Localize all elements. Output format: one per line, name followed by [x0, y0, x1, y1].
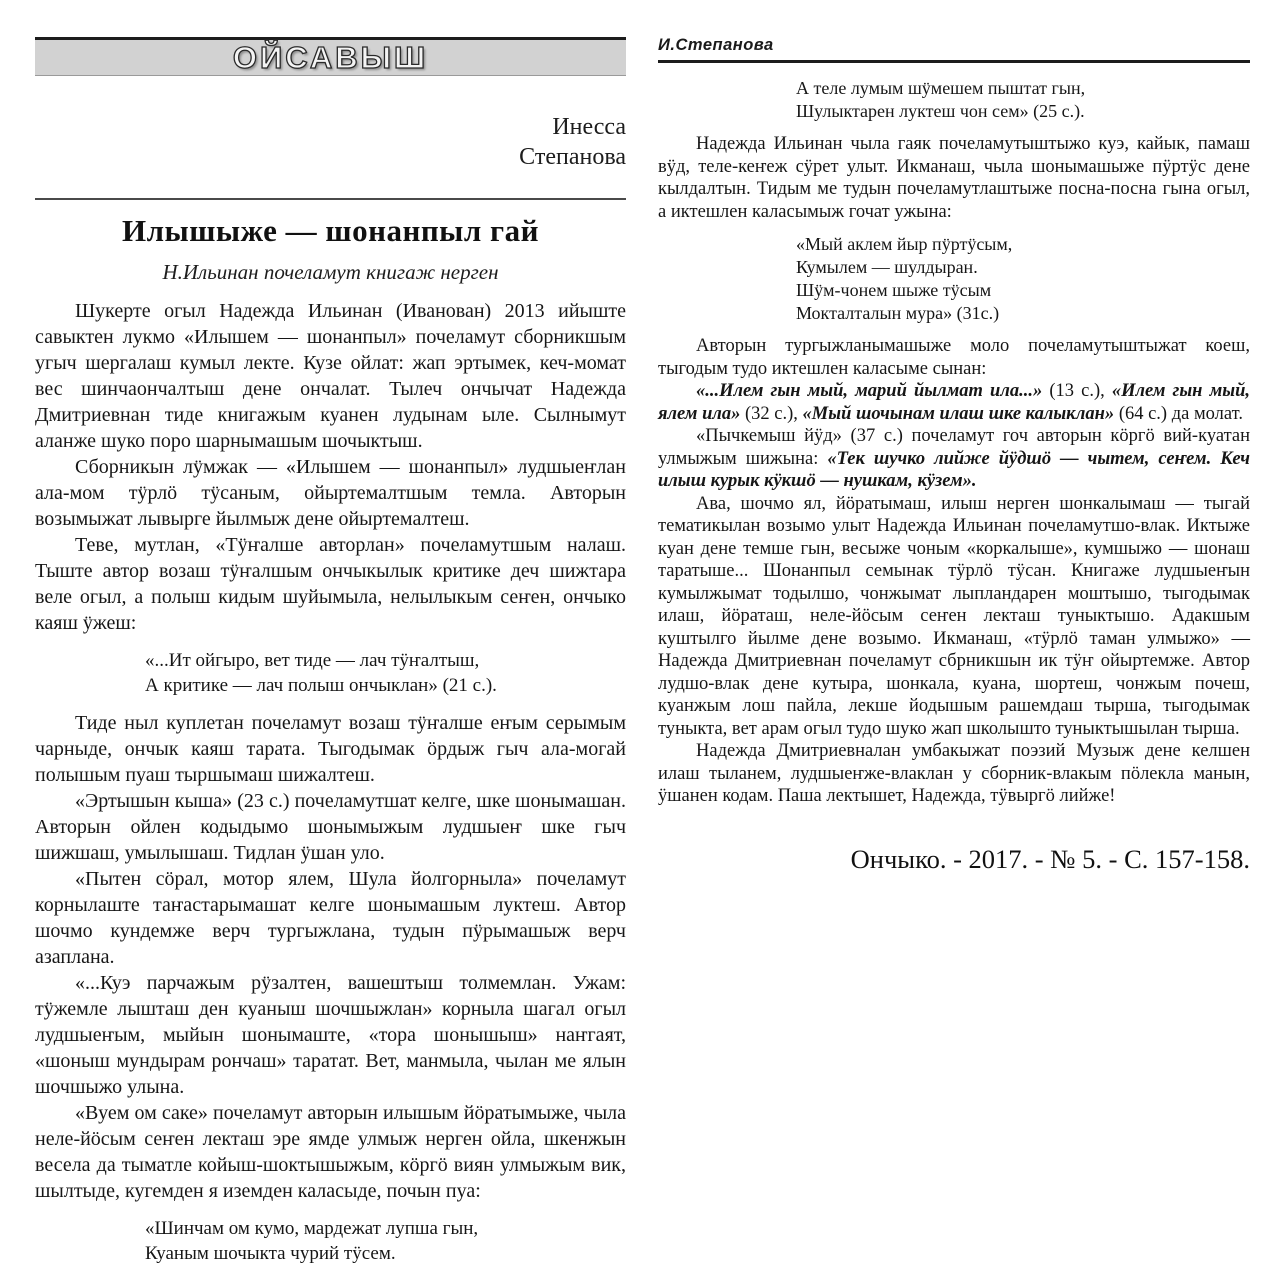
verse-line: «Мый аклем йыр пӱртӱсым, [796, 234, 1013, 254]
left-column-body [35, 298, 626, 1266]
source-citation: Ончыко. - 2017. - № 5. - С. 157-158. [850, 843, 1250, 874]
verse-quote-block [145, 1216, 626, 1266]
paragraph-text: «Пычкемыш йӱд» (37 с.) почеламут гоч авторын кӧргӧ вий-куатан улмыжым шижына: [658, 426, 1250, 469]
verse-line: Шулыктарен луктеш чон сем» (25 с.). [796, 101, 1085, 121]
body-paragraph: Шукерте огыл Надежда Ильинан (Иванован) 2013 ийыште савыктен лукмо «Илышем — шонанпыл» почеламут сборникшым угыч шергалаш кумыл лекте. Кузе ойлат: жап эртымек, кеч-момат вес шинчаончалтыш дене ончалат. Тылеч ончычат Надежда Дмитриевнан тиде книгажым куанен лудынам ыле. Сылнымут аланже шуко поро шарнымашым шочыктыш. [35, 300, 626, 452]
section-banner [35, 37, 626, 76]
body-paragraph: «Пытен сӧрал, мотор ялем, Шула йолгорныла» почеламут корнылаште таҥастарымашат келге шонымашым луктеш. Автор шочмо кундемже верч тургыжлана, тудын пӱрымашыж верч азаплана. [35, 868, 626, 968]
body-paragraph: Надежда Ильинан чыла гаяк почеламутыштыжо куэ, кайык, памаш вӱд, теле-кеҥеж сӱрет улыт. Икманаш, чыла шонымашыже пӱртӱс дене кылдалтын. Тидым ме тудын почеламутлаштыже посна-посна гына огыл, а иктешлен каласымыж гочат ужына: [658, 134, 1250, 222]
verse-line: «Шинчам ом кумо, мардежат лупша гын, [145, 1218, 479, 1239]
body-paragraph: Ава, шочмо ял, йӧратымаш, илыш нерген шонкалымаш — тыгай тематикылан возымо улыт Надежда Ильинан почеламутшо-влак. Иктыже куан дене темше гын, весыже чоным «коркалыше», кумшыжо — шонаш таратыше... Шонанпыл семынак тӱрлӧ тӱсан. Книгаже лудшыеҥын кумылжымат тодылшо, чонжымат лыпландарен моштышо, тыгодымак илаш, йӧраташ, неле-йӧсым сеҥен лекташ туныктышо. Адакшым куштылго йылме дене возымо. Икманаш, «тӱрлӧ таман улмыжо» — Надежда Дмитриевнан почеламут сбрникшын ик тӱҥ ойыртемже. Автор лудшо-влак дене кутыра, шонкала, куана, шортеш, чонжым почеш, куанжым лош пайла, лекше йодышым рашемдаш тырша, тыгодымак туныкта, вет арам огыл тудо шуко жап школышто туныктышылан тырша. [658, 493, 1250, 739]
page-ref: (64 с.) да молат. [1114, 403, 1243, 424]
section-banner-label: ОЙСАВЫШ [232, 39, 429, 75]
article-title: Илышыже — шонанпыл гай [122, 213, 539, 248]
verse-line: А критике — лач полыш ончыклан» (21 с.). [145, 675, 497, 696]
running-header [658, 36, 1250, 63]
body-paragraph: Сборникын лӱмжак — «Илышем — шонанпыл» лудшыеҥлан ала-мом тӱрлӧ тӱсаным, ойыртемалтшым темла. Авторын возымыжат лывырге йылмыж дене ойыртемалтеш. [35, 456, 626, 530]
body-paragraph-quoted-titles [658, 380, 1250, 425]
verse-line: Кумылем — шулдыран. [796, 257, 978, 277]
body-paragraph: Тиде ныл куплетан почеламут возаш тӱҥалше еҥым серымым чарныде, ончык каяш тарата. Тыгодымак ӧрдыж гыч ала-могай полышым пуаш тыршымаш шижалтеш. [35, 712, 626, 786]
verse-line: Мокталталын мура» (31с.) [796, 303, 1000, 323]
body-paragraph: Авторын тургыжланымашыже моло почеламутыштыжат коеш, тыгодым тудо иктешлен каласыме сынан: [658, 336, 1250, 379]
quoted-verse-inline: «Тек шучко лийже йӱдшӧ — чытем, сеҥем. Кеч илыш курык кӱкшӧ — нушкам, кӱзем». [658, 448, 1250, 491]
page-ref: (13 с.), [1042, 381, 1112, 401]
byline-divider-rule [35, 198, 626, 200]
verse-line: А теле лумым шӱмешем пыштат гын, [796, 78, 1086, 98]
author-first-name: Инесса [552, 114, 626, 140]
body-paragraph: «...Куэ парчажым рӱзалтен, вашештыш толмемлан. Ужам: тӱжемле лышташ ден куаныш шочшыжлан» корныла шагал огыл лудшыеҥым, мыйын шонымаште, «тора шонышыш» наҥгаят, «шоныш мундырам рончаш» таратат. Вет, манмыла, чылан ме ялын шочшыжо улына. [35, 972, 626, 1098]
body-paragraph-with-quote [658, 425, 1250, 493]
body-paragraph: «Эртышын кыша» (23 с.) почеламутшат келге, шке шонымашан. Авторын ойлен кодыдымо шонымыжым лудшыеҥ шке гыч шижшаш, умылышаш. Тидлан ӱшан уло. [35, 790, 626, 864]
running-header-author: И.Степанова [658, 36, 774, 54]
author-last-name: Степанова [519, 144, 626, 170]
verse-line: «...Ит ойгыро, вет тиде — лач тӱҥалтыш, [145, 650, 480, 671]
author-byline [35, 112, 626, 172]
quoted-title: «Илем гын мый, ялем ила» [658, 381, 1250, 424]
body-paragraph: «Вуем ом саке» почеламут авторын илышым йӧратымыже, чыла неле-йӧсым сеҥен лекташ эре ямде улмыж нерген ойла, шкенжын весела да тыматле койыш-шоктышыжым, кӧргӧ виян улмыжым вик, шылтыде, кугемден я иземден каласыде, почын пуа: [35, 1102, 626, 1202]
right-column-body [658, 77, 1250, 874]
page-ref: (32 с.), [740, 403, 803, 424]
body-paragraph: Теве, мутлан, «Тӱҥалше авторлан» почеламутшым налаш. Тыште автор возаш тӱҥалшым ончыкылык критике деч шижтара веле огыл, а полыш кидым шуйымыла, нелылыкым сеҥен, ончыко каяш ӱжеш: [35, 534, 626, 634]
body-paragraph: Надежда Дмитриевналан умбакыжат поэзий Музыж дене келшен илаш тыланем, лудшыеҥже-влаклан у сборник-влакым пӧлекла манын, ӱшанен кодам. Паша лектышет, Надежда, тӱвыргӧ лийже! [658, 741, 1250, 806]
article-subtitle: Н.Ильинан почеламут книгаж нерген [162, 260, 499, 284]
verse-quote-block [145, 648, 626, 698]
right-page-column [658, 0, 1250, 874]
verse-line: Куаным шочыкта чурий тӱсем. [145, 1243, 396, 1264]
verse-quote-block [796, 233, 1250, 325]
quoted-title: «...Илем гын мый, марий йылмат ила...» [696, 381, 1043, 401]
left-page-column [35, 0, 626, 1278]
verse-line: Шӱм-чонем шыже тӱсым [796, 280, 992, 300]
quoted-title: «Мый шочынам илаш шке калыклан» [802, 403, 1115, 424]
verse-quote-block [796, 77, 1250, 123]
